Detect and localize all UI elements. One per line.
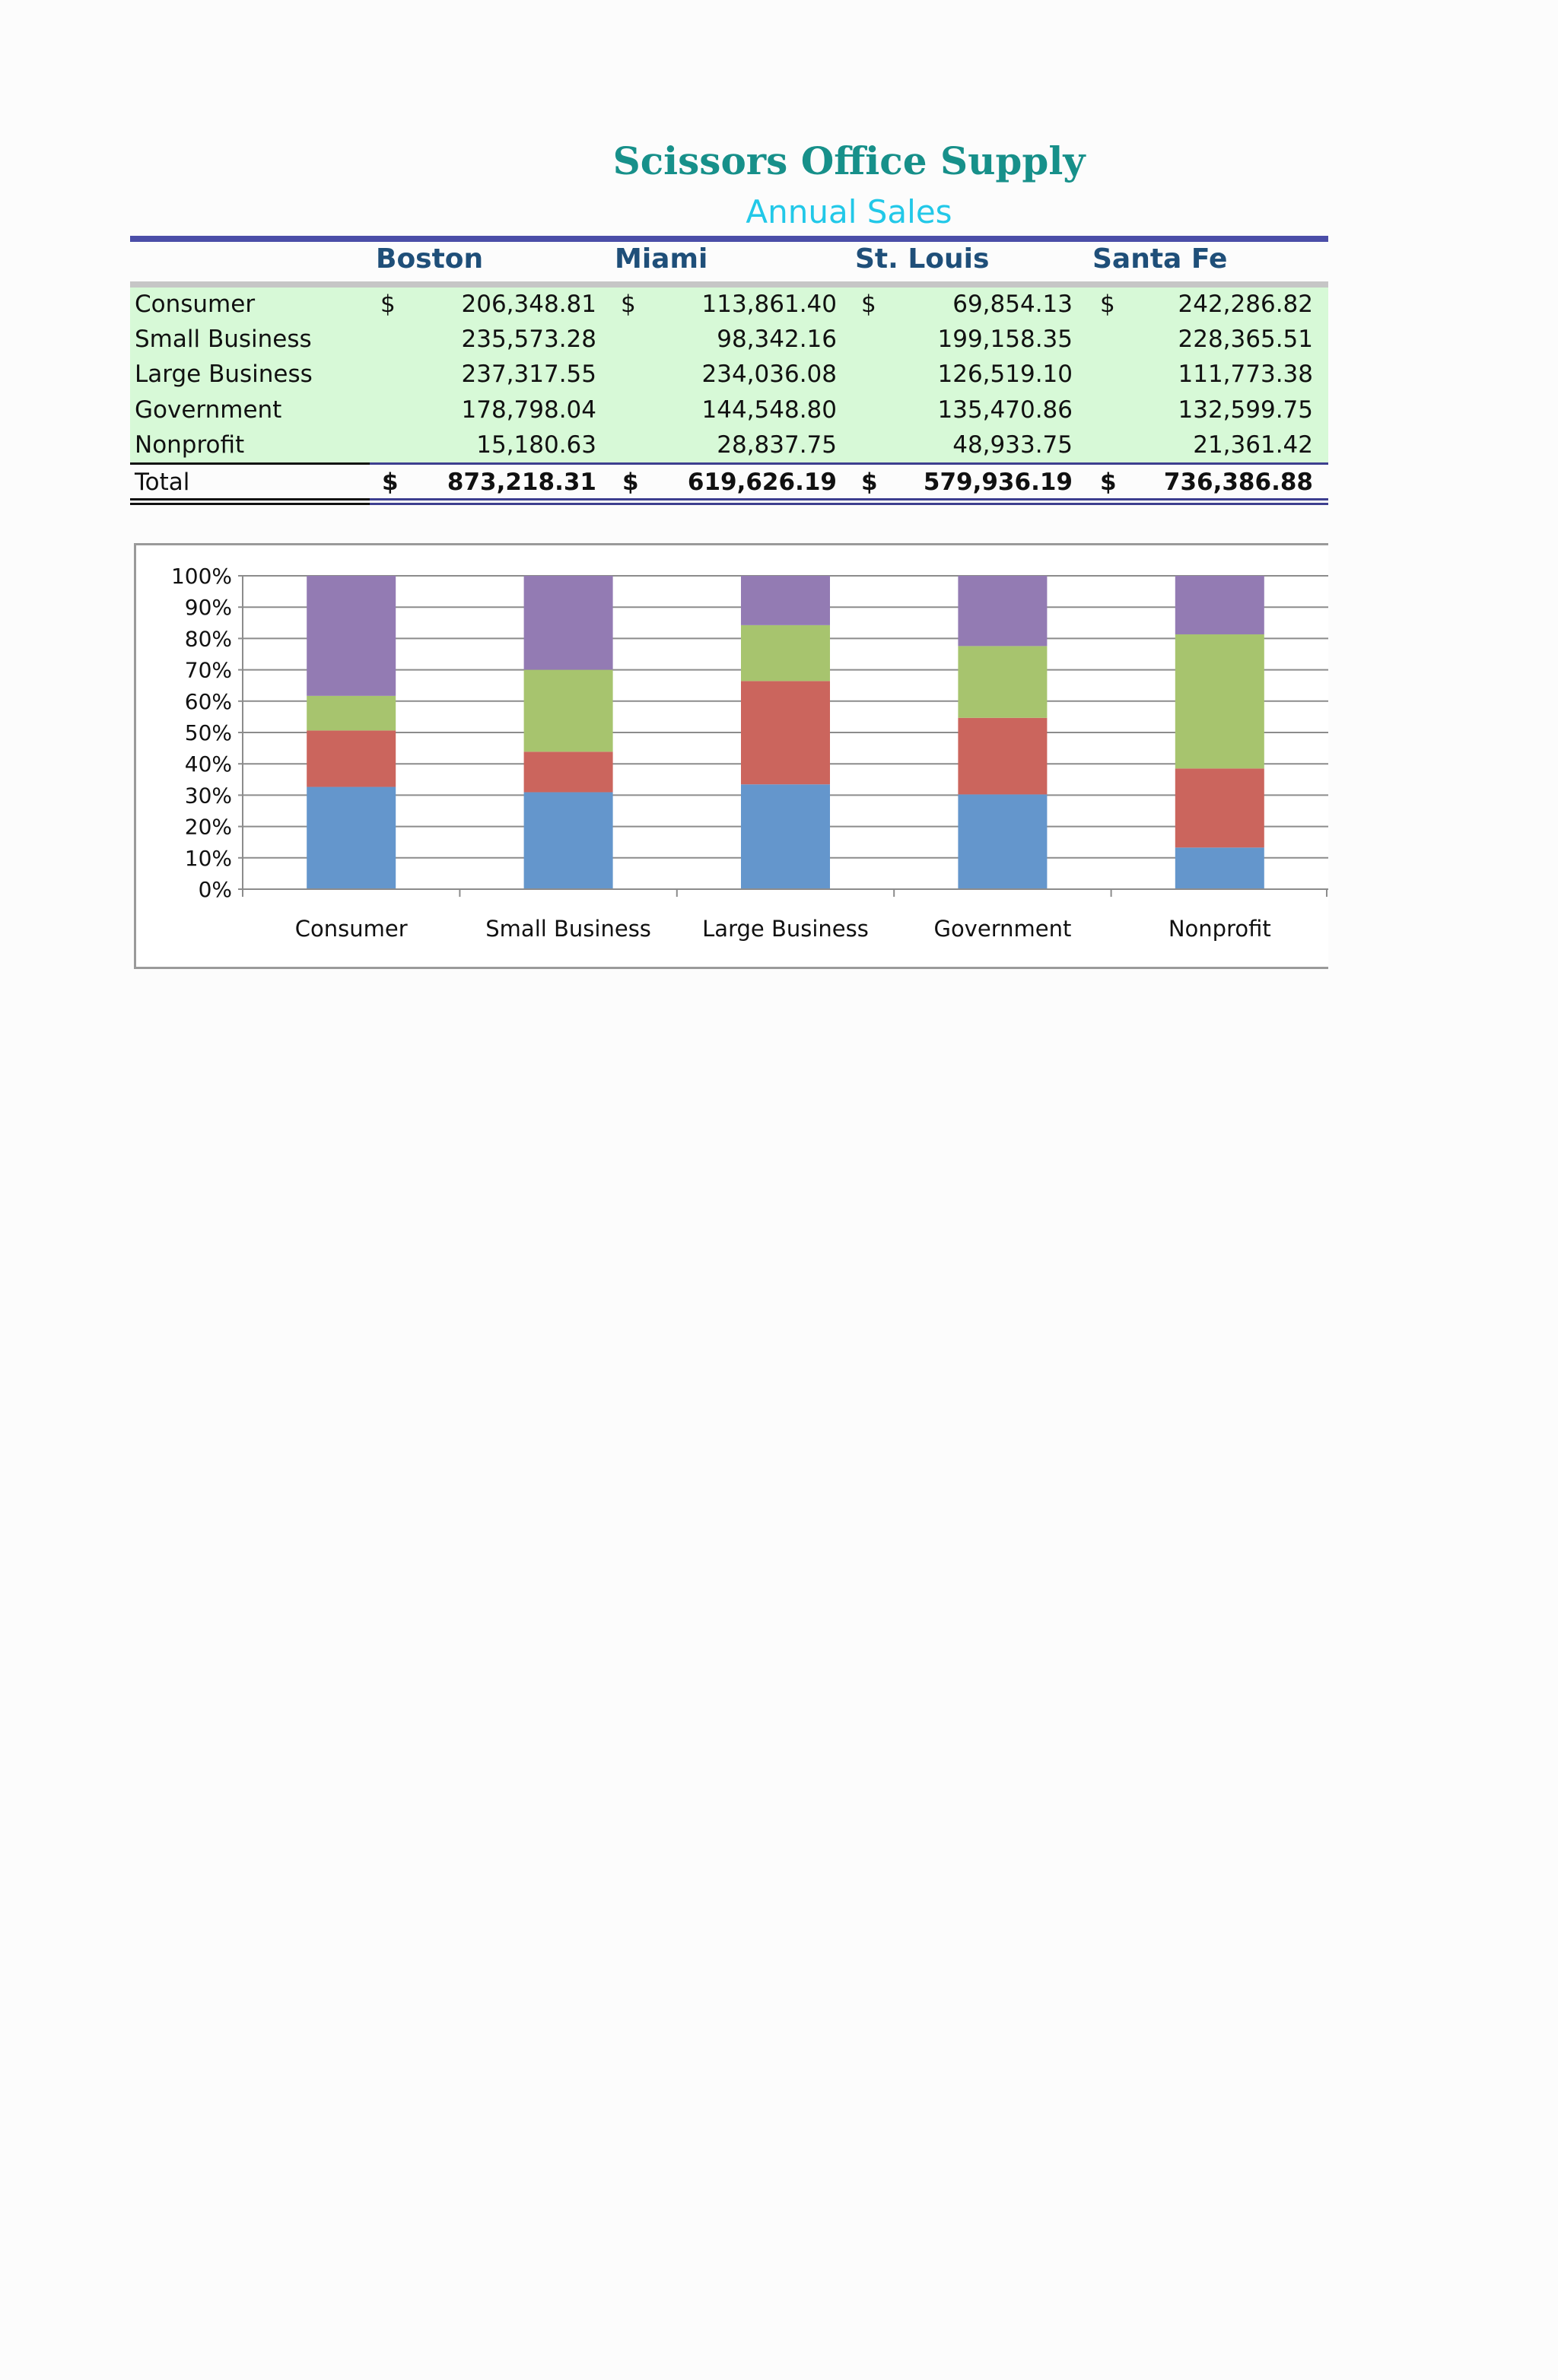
table-cell: 69,854.13 xyxy=(952,291,1073,318)
table-cell: 15,180.63 xyxy=(476,431,596,459)
y-tick-label: 40% xyxy=(184,751,232,777)
bar-segment xyxy=(1175,847,1264,889)
column-header-st-louis: St. Louis xyxy=(855,243,990,275)
currency-symbol: $ xyxy=(861,291,876,318)
table-cell: 206,348.81 xyxy=(461,291,596,318)
currency-symbol: $ xyxy=(621,291,636,318)
table-cell: 132,599.75 xyxy=(1178,396,1313,424)
y-tick-label: 100% xyxy=(170,564,232,589)
table-cell: 235,573.28 xyxy=(461,326,596,353)
double-underline xyxy=(130,503,370,505)
double-underline xyxy=(130,498,370,500)
bar-segment xyxy=(958,576,1047,646)
x-tick-label: Government xyxy=(933,916,1072,942)
x-tick-label: Large Business xyxy=(702,916,869,942)
total-cell: 579,936.19 xyxy=(923,469,1073,496)
row-label-small-business: Small Business xyxy=(135,326,312,353)
x-tick-label: Nonprofit xyxy=(1168,916,1271,942)
table-cell: 28,837.75 xyxy=(717,431,837,459)
table-cell: 98,342.16 xyxy=(717,326,837,353)
total-rule xyxy=(130,462,370,465)
y-tick-label: 60% xyxy=(184,688,232,714)
table-cell: 113,861.40 xyxy=(701,291,837,318)
currency-symbol: $ xyxy=(861,469,878,496)
bar-segment xyxy=(307,787,396,889)
row-label-consumer: Consumer xyxy=(135,291,256,318)
x-tick-label: Consumer xyxy=(294,916,408,942)
row-label-government: Government xyxy=(135,396,282,424)
bar-segment xyxy=(307,576,396,696)
table-cell: 21,361.42 xyxy=(1193,431,1313,459)
row-label-nonprofit: Nonprofit xyxy=(135,431,245,459)
table-cell: 48,933.75 xyxy=(952,431,1073,459)
report-title: Scissors Office Supply xyxy=(612,138,1086,183)
bar-segment xyxy=(958,718,1047,795)
header-underline xyxy=(130,281,1328,288)
bar-segment xyxy=(741,681,830,784)
bar-segment xyxy=(524,576,613,670)
bar-segment xyxy=(307,696,396,731)
chart-area xyxy=(134,543,1328,969)
total-rule xyxy=(370,462,1328,465)
table-cell: 237,317.55 xyxy=(461,361,596,388)
bar-segment xyxy=(524,793,613,889)
bar-segment xyxy=(741,625,830,681)
table-cell: 228,365.51 xyxy=(1178,326,1313,353)
row-label-total: Total xyxy=(135,469,190,496)
table-cell: 126,519.10 xyxy=(937,361,1073,388)
total-cell: 873,218.31 xyxy=(447,469,596,496)
currency-symbol: $ xyxy=(382,469,399,496)
bar-segment xyxy=(1175,768,1264,847)
bar-segment xyxy=(741,784,830,889)
currency-symbol: $ xyxy=(622,469,639,496)
currency-symbol: $ xyxy=(380,291,396,318)
table-cell: 135,470.86 xyxy=(937,396,1073,424)
column-header-santa-fe: Santa Fe xyxy=(1092,243,1228,275)
header-rule xyxy=(130,236,1328,242)
y-tick-label: 90% xyxy=(184,595,232,621)
report-subtitle: Annual Sales xyxy=(746,193,952,230)
stacked-percent-bar-chart xyxy=(136,545,1328,967)
total-cell: 619,626.19 xyxy=(687,469,837,496)
bar-segment xyxy=(524,670,613,752)
y-tick-label: 80% xyxy=(184,626,232,652)
bar-segment xyxy=(741,576,830,625)
total-cell: 736,386.88 xyxy=(1163,469,1313,496)
row-label-large-business: Large Business xyxy=(135,361,313,388)
table-cell: 234,036.08 xyxy=(701,361,837,388)
table-cell: 111,773.38 xyxy=(1178,361,1313,388)
table-cell: 199,158.35 xyxy=(937,326,1073,353)
column-header-miami: Miami xyxy=(615,243,708,275)
bar-segment xyxy=(1175,634,1264,768)
bar-segment xyxy=(524,751,613,792)
table-cell: 242,286.82 xyxy=(1178,291,1313,318)
x-tick-label: Small Business xyxy=(485,916,651,942)
y-tick-label: 30% xyxy=(184,783,232,809)
y-tick-label: 0% xyxy=(198,877,232,902)
currency-symbol: $ xyxy=(1100,291,1115,318)
y-tick-label: 70% xyxy=(184,657,232,683)
y-tick-label: 10% xyxy=(184,845,232,871)
currency-symbol: $ xyxy=(1100,469,1117,496)
y-tick-label: 20% xyxy=(184,814,232,840)
y-tick-label: 50% xyxy=(184,720,232,745)
bar-segment xyxy=(1175,576,1264,634)
bar-segment xyxy=(307,730,396,786)
table-cell: 178,798.04 xyxy=(461,396,596,424)
column-header-boston: Boston xyxy=(376,243,484,275)
table-cell: 144,548.80 xyxy=(701,396,837,424)
bar-segment xyxy=(958,646,1047,717)
bar-segment xyxy=(958,794,1047,889)
